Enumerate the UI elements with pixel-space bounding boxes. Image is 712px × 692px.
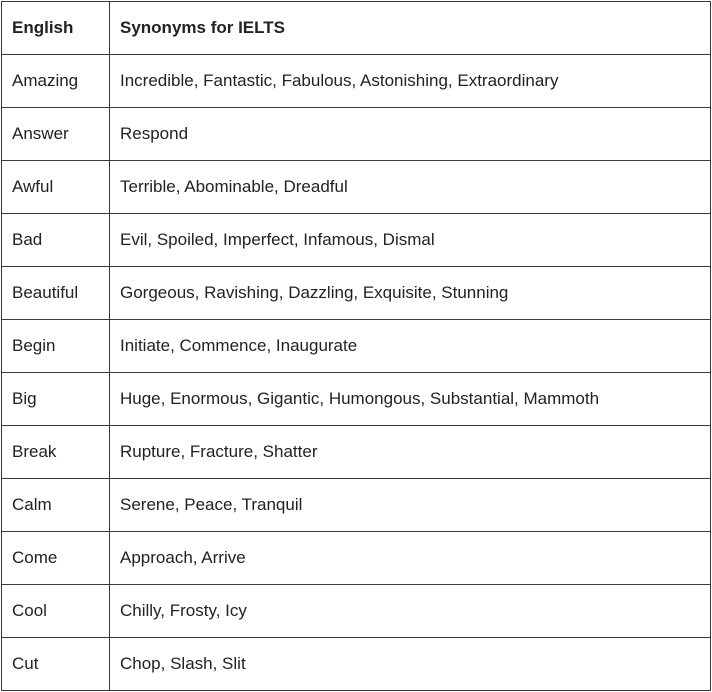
- table-row: [2, 267, 711, 320]
- synonyms-cell: Chilly, Frosty, Icy: [110, 585, 711, 638]
- table-row: [2, 426, 711, 479]
- header-row: [2, 2, 711, 55]
- word-cell: Break: [2, 426, 110, 479]
- table-row: [2, 585, 711, 638]
- table-header: [2, 2, 711, 55]
- table-row: [2, 214, 711, 267]
- word-cell: Awful: [2, 161, 110, 214]
- table-row: [2, 108, 711, 161]
- header-synonyms: Synonyms for IELTS: [110, 2, 711, 55]
- word-cell: Beautiful: [2, 267, 110, 320]
- synonyms-cell: Initiate, Commence, Inaugurate: [110, 320, 711, 373]
- word-cell: Come: [2, 532, 110, 585]
- table-row: [2, 532, 711, 585]
- word-cell: Calm: [2, 479, 110, 532]
- header-english: English: [2, 2, 110, 55]
- table-row: [2, 320, 711, 373]
- synonyms-cell: Evil, Spoiled, Imperfect, Infamous, Dismal: [110, 214, 711, 267]
- synonyms-cell: Rupture, Fracture, Shatter: [110, 426, 711, 479]
- synonyms-cell: Approach, Arrive: [110, 532, 711, 585]
- synonyms-cell: Gorgeous, Ravishing, Dazzling, Exquisite, Stunning: [110, 267, 711, 320]
- synonyms-cell: Chop, Slash, Slit: [110, 638, 711, 691]
- word-cell: Cool: [2, 585, 110, 638]
- word-cell: Bad: [2, 214, 110, 267]
- synonyms-cell: Incredible, Fantastic, Fabulous, Astonishing, Extraordinary: [110, 55, 711, 108]
- synonyms-table: [1, 1, 711, 691]
- table-row: [2, 373, 711, 426]
- word-cell: Begin: [2, 320, 110, 373]
- word-cell: Big: [2, 373, 110, 426]
- table-row: [2, 55, 711, 108]
- table-body: [2, 55, 711, 691]
- word-cell: Amazing: [2, 55, 110, 108]
- synonyms-cell: Terrible, Abominable, Dreadful: [110, 161, 711, 214]
- table-row: [2, 161, 711, 214]
- synonyms-cell: Serene, Peace, Tranquil: [110, 479, 711, 532]
- synonyms-cell: Respond: [110, 108, 711, 161]
- table-row: [2, 638, 711, 691]
- table-row: [2, 479, 711, 532]
- word-cell: Answer: [2, 108, 110, 161]
- synonyms-cell: Huge, Enormous, Gigantic, Humongous, Substantial, Mammoth: [110, 373, 711, 426]
- word-cell: Cut: [2, 638, 110, 691]
